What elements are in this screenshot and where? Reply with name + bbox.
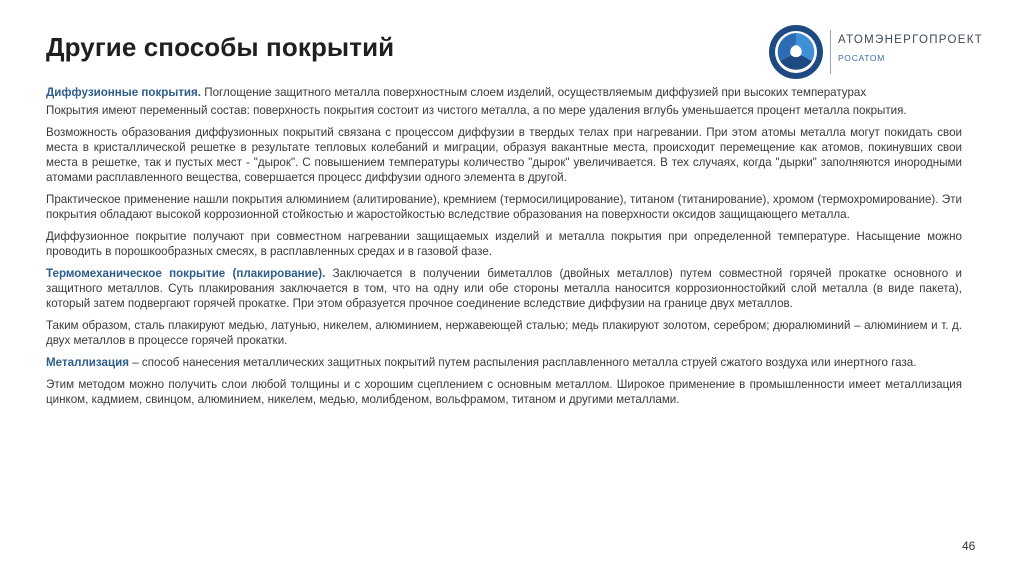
paragraph-text: Поглощение защитного металла поверхностным слоем изделий, осуществляемым диффузией при высоких температурах xyxy=(201,86,867,99)
paragraph-cladding-examples: Таким образом, сталь плакируют медью, латунью, никелем, алюминием, нержавеющей сталью; медь плакируют золотом, серебром; дюралюминий – алюминием и т. д. двух металлов в процессе горячей прокатки. xyxy=(46,319,962,347)
logo-company-name: АТОМЭНЕРГОПРОЕКТ xyxy=(838,34,984,46)
slide-content xyxy=(46,85,962,414)
paragraph-applications: Практическое применение нашли покрытия алюминием (алитирование), кремнием (термосилицирование), титаном (титанирование), хромом (термохромирование). Эти покрытия обладают высокой коррозионной стойкостью и жаростойкостью вследствие образования на поверхности оксидов защищающего металла. xyxy=(46,193,962,221)
paragraph-process: Диффузионное покрытие получают при совместном нагревании защищаемых изделий и металла покрытия при определенной температуре. Насыщение можно проводить в порошкообразных смесях, в расплавленных средах и в газовой фазе. xyxy=(46,230,962,258)
rosatom-logo-icon xyxy=(768,24,824,80)
term-diffusion: Диффузионные покрытия. xyxy=(46,86,202,99)
paragraph-text: Заключается в получении биметаллов (двойных металлов) путем совместной горячей прокатке основного и защитного металлов. Суть плакирования заключается в том, что на одну или обе стороны металла наносится коррозионностойкий слой металла (в виде пакета), который затем подвергают горячей прокатке. При этом образуется прочное соединение вследствие диффузии на границе двух металлов. xyxy=(46,267,963,310)
page-number: 46 xyxy=(962,539,976,553)
paragraph-metallization xyxy=(46,355,962,370)
paragraph-text: – способ нанесения металлических защитных покрытий путем распыления расплавленного металла струей сжатого воздуха или инертного газа. xyxy=(129,356,917,369)
paragraph-composition: Покрытия имеют переменный состав: поверхность покрытия состоит из чистого металла, а по мере удаления вглубь уменьшается процент металла покрытия. xyxy=(46,104,907,117)
paragraph-diffusion xyxy=(46,85,962,100)
term-cladding: Термомеханическое покрытие (плакирование). xyxy=(46,267,326,280)
term-metallization: Металлизация xyxy=(46,356,130,369)
logo-company-sub: РОСАТОМ xyxy=(838,53,886,63)
slide-title: Другие способы покрытий xyxy=(46,32,395,62)
paragraph-cladding xyxy=(46,266,962,311)
company-logo xyxy=(768,24,988,80)
paragraph-mechanism: Возможность образования диффузионных покрытий связана с процессом диффузии в твердых телах при нагревании. При этом атомы металла могут покидать свои места в кристаллической решетке в результате тепловых колебаний и миграции, образуя вакантные места, происходит перемещение как атомов, покинувших свои места в решетке, так и пустых мест - "дырок". С повышением температуры количество "дырок" увеличивается. В тех случаях, когда "дырки" заполняются инородными атомами расплавленного вещества, совершается процесс диффузии одного элемента в другой. xyxy=(46,126,962,184)
logo-divider xyxy=(830,30,831,74)
paragraph-metallization-use: Этим методом можно получить слои любой толщины и с хорошим сцеплением с основным металлом. Широкое применение в промышленности имеет металлизация цинком, кадмием, свинцом, алюминием, никелем, медью, молибденом, вольфрамом, титаном и другими металлами. xyxy=(46,378,962,406)
